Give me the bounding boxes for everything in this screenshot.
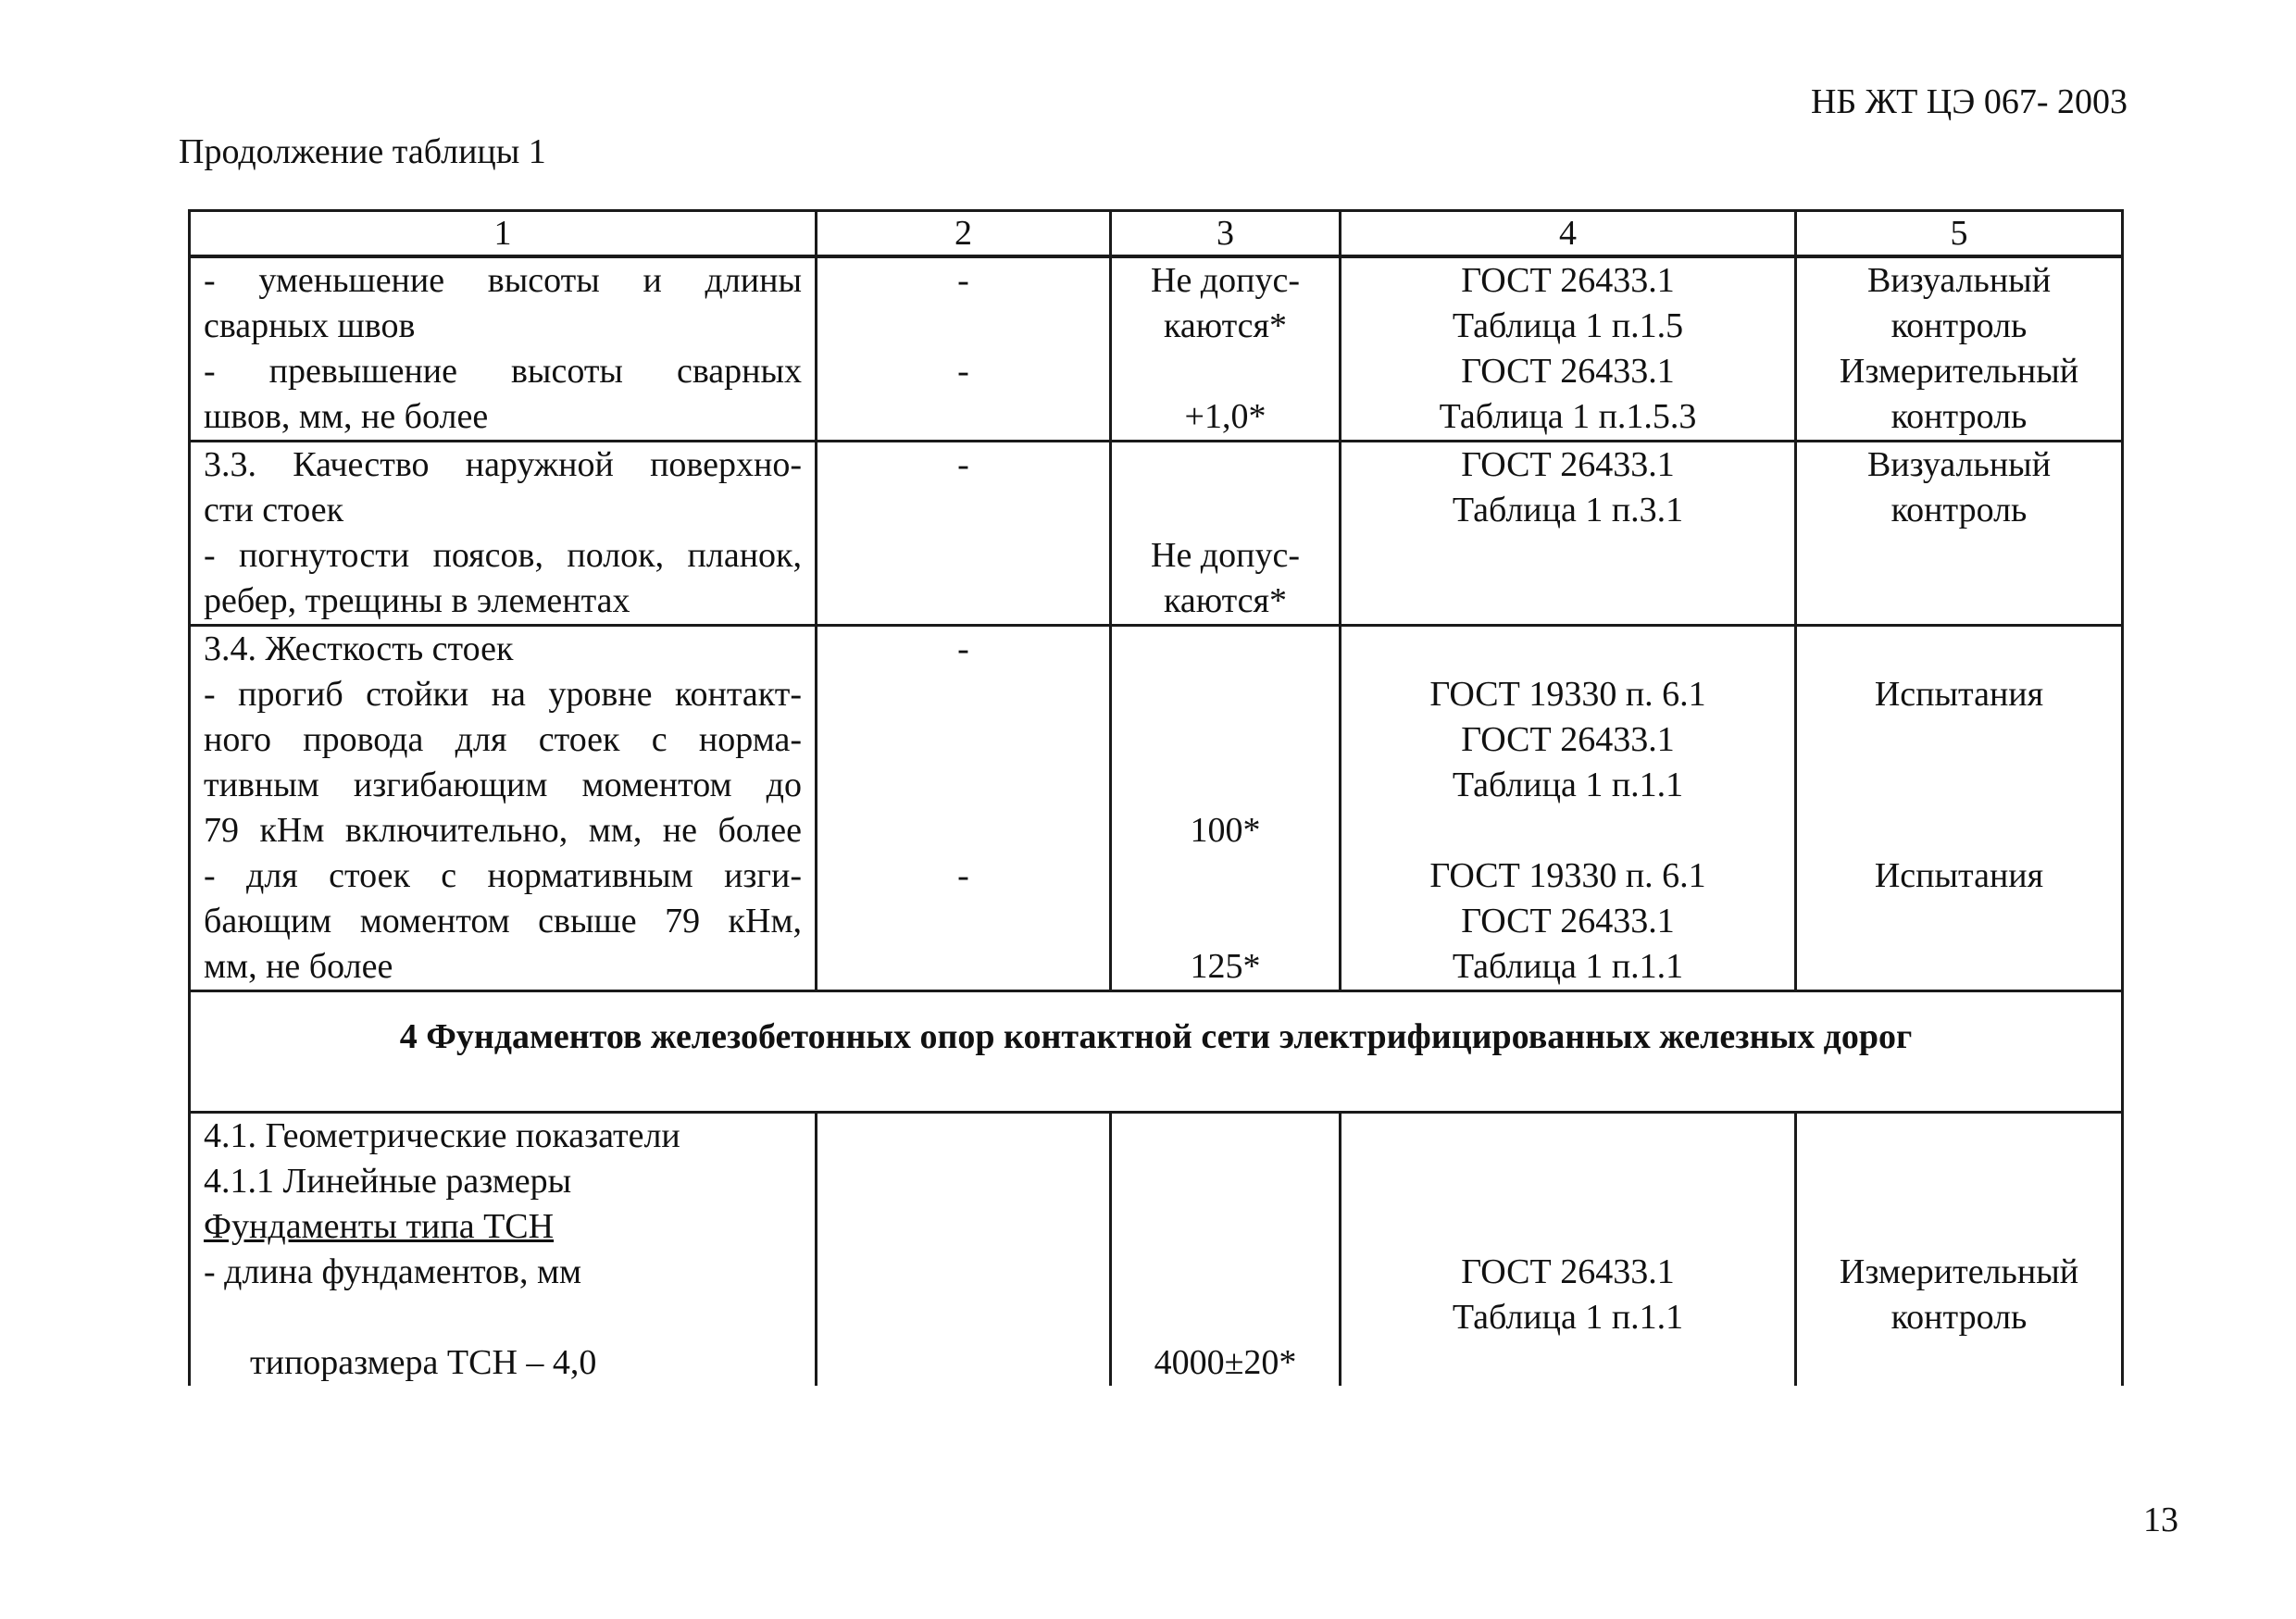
cell-line [830, 763, 1096, 808]
cell-line [1125, 1250, 1326, 1295]
cell-line [830, 1204, 1096, 1250]
cell-line: Визуальный [1866, 445, 2052, 484]
row-description-cell [190, 626, 817, 991]
cell-line [1125, 1204, 1326, 1250]
cell-line [1125, 1159, 1326, 1204]
cell-line: 125* [1190, 947, 1261, 986]
cell-line: +1,0* [1184, 397, 1267, 436]
table-row [190, 626, 2123, 991]
cell-line: - [957, 856, 969, 895]
cell-line [1810, 808, 2108, 853]
cell-line [1125, 763, 1326, 808]
cell-line: Таблица 1 п.1.5 [1452, 306, 1684, 345]
cell-line [830, 717, 1096, 763]
cell-line [830, 1114, 1096, 1159]
cell-line [1125, 717, 1326, 763]
cell-line: - [957, 445, 969, 484]
section-title: 4 Фундаментов железобетонных опор контактной сети электрифицированных железных дорог [190, 991, 2123, 1113]
row-description-cell [190, 442, 817, 626]
cell-line: контроль [1890, 397, 2028, 436]
cell-line: контроль [1890, 491, 2028, 529]
cell-line: - погнутости поясов, полок, планок, [204, 536, 802, 575]
cell-line [1125, 672, 1326, 717]
cell-line: - для стоек с нормативным изги- [204, 856, 802, 895]
cell-line [1810, 627, 2108, 672]
cell-line [1354, 1159, 1781, 1204]
cell-line [1354, 627, 1781, 672]
cell-line: - [957, 261, 969, 300]
cell-line: ГОСТ 26433.1 [1461, 1252, 1675, 1291]
cell-line [830, 394, 1096, 440]
table-row [190, 1113, 2123, 1387]
row-col2-cell [817, 442, 1111, 626]
cell-line [1125, 1295, 1326, 1340]
table-header-row [190, 211, 2123, 257]
cell-line [1125, 1114, 1326, 1159]
cell-line: Не допус- [1151, 261, 1300, 300]
cell-line [830, 1159, 1096, 1204]
cell-line: Таблица 1 п.1.5.3 [1439, 397, 1697, 436]
row-norm-cell [1111, 256, 1341, 442]
cell-line [830, 1295, 1096, 1340]
table-row [190, 442, 2123, 626]
row-description-cell [190, 1113, 817, 1387]
cell-line [830, 808, 1096, 853]
header-cell: 4 [1341, 211, 1796, 257]
cell-line: - [957, 352, 969, 391]
row-method-cell [1796, 442, 2123, 626]
cell-line: 4.1. Геометрические показатели [204, 1116, 680, 1155]
row-col2-cell [817, 1113, 1111, 1387]
row-col2-cell [817, 626, 1111, 991]
cell-line: сти стоек [204, 491, 344, 529]
row-norm-cell [1111, 442, 1341, 626]
cell-line [204, 1295, 802, 1340]
cell-line [1125, 488, 1326, 533]
row-standard-cell [1341, 1113, 1796, 1387]
header-cell: 3 [1111, 211, 1341, 257]
cell-line: ГОСТ 26433.1 [1461, 902, 1675, 940]
subheading-underlined: Фундаменты типа ТСН [204, 1207, 555, 1246]
cell-line [830, 533, 1096, 579]
cell-line [1354, 1114, 1781, 1159]
document-code: НБ ЖТ ЦЭ 067- 2003 [1810, 82, 2128, 121]
cell-line: контроль [1890, 306, 2028, 345]
cell-line: ГОСТ 19330 п. 6.1 [1429, 675, 1706, 714]
row-standard-cell [1341, 442, 1796, 626]
cell-line [1354, 808, 1781, 853]
cell-line: Визуальный [1866, 261, 2052, 300]
cell-line [830, 579, 1096, 624]
cell-line [1354, 1204, 1781, 1250]
cell-line [830, 672, 1096, 717]
cell-line: мм, не более [204, 947, 393, 986]
cell-line [830, 488, 1096, 533]
cell-line: - прогиб стойки на уровне контакт- [204, 675, 802, 714]
cell-line: Испытания [1874, 856, 2044, 895]
cell-line [1810, 717, 2108, 763]
row-method-cell [1796, 256, 2123, 442]
table-row [190, 256, 2123, 442]
cell-line: 4.1.1 Линейные размеры [204, 1162, 572, 1201]
row-norm-cell [1111, 626, 1341, 991]
cell-line [1354, 533, 1781, 579]
cell-line [1125, 349, 1326, 394]
cell-line: типоразмера ТСН – 4,0 [250, 1343, 597, 1382]
cell-line: - превышение высоты сварных [204, 352, 802, 391]
cell-line: Таблица 1 п.3.1 [1452, 491, 1684, 529]
cell-line: тивным изгибающим моментом до [204, 766, 802, 804]
cell-line: ГОСТ 19330 п. 6.1 [1429, 856, 1706, 895]
cell-line: сварных швов [204, 306, 416, 345]
cell-line: Таблица 1 п.1.1 [1452, 947, 1684, 986]
cell-line: ГОСТ 26433.1 [1461, 261, 1675, 300]
cell-line: ГОСТ 26433.1 [1461, 352, 1675, 391]
cell-line [830, 944, 1096, 990]
cell-line: Измерительный [1839, 352, 2079, 391]
cell-line: - уменьшение высоты и длины [204, 261, 802, 300]
cell-line: контроль [1890, 1298, 2028, 1337]
table-caption: Продолжение таблицы 1 [179, 132, 546, 171]
cell-line [1810, 579, 2108, 624]
row-standard-cell [1341, 256, 1796, 442]
cell-line [1810, 1114, 2108, 1159]
header-cell: 5 [1796, 211, 2123, 257]
cell-line: бающим моментом свыше 79 кНм, [204, 902, 802, 940]
cell-line: швов, мм, не более [204, 397, 489, 436]
specification-table [188, 209, 2124, 1386]
header-cell: 1 [190, 211, 817, 257]
cell-line: Измерительный [1839, 1252, 2079, 1291]
cell-line: Таблица 1 п.1.1 [1452, 766, 1684, 804]
section-row [190, 991, 2123, 1113]
cell-line [830, 899, 1096, 944]
cell-line [1810, 944, 2108, 990]
cell-line [1810, 1159, 2108, 1204]
row-standard-cell [1341, 626, 1796, 991]
cell-line [1810, 533, 2108, 579]
cell-line [1810, 899, 2108, 944]
cell-line: 100* [1190, 811, 1261, 850]
cell-line [1125, 899, 1326, 944]
row-description-cell [190, 256, 817, 442]
cell-line: ного провода для стоек с норма- [204, 720, 802, 759]
row-method-cell [1796, 626, 2123, 991]
cell-line: 3.3. Качество наружной поверхно- [204, 445, 802, 484]
row-col2-cell [817, 256, 1111, 442]
cell-line: 4000±20* [1154, 1343, 1297, 1382]
row-method-cell [1796, 1113, 2123, 1387]
cell-line [1125, 853, 1326, 899]
cell-line: Не допус- [1151, 536, 1300, 575]
cell-line: ребер, трещины в элементах [204, 581, 630, 620]
row-norm-cell [1111, 1113, 1341, 1387]
cell-line: 79 кНм включительно, мм, не более [204, 811, 802, 850]
cell-line [1354, 579, 1781, 624]
header-cell: 2 [817, 211, 1111, 257]
cell-line [1125, 627, 1326, 672]
cell-line: каются* [1163, 306, 1288, 345]
cell-line [830, 1250, 1096, 1295]
page-number: 13 [2143, 1501, 2178, 1539]
cell-line [1354, 1340, 1781, 1386]
cell-line: ГОСТ 26433.1 [1461, 720, 1675, 759]
cell-line [1810, 763, 2108, 808]
cell-line [830, 1340, 1096, 1386]
cell-line: ГОСТ 26433.1 [1461, 445, 1675, 484]
cell-line: 3.4. Жесткость стоек [204, 629, 514, 668]
cell-line: каются* [1163, 581, 1288, 620]
cell-line [830, 304, 1096, 349]
cell-line: - [957, 629, 969, 668]
cell-line: - длина фундаментов, мм [204, 1252, 582, 1291]
cell-line [1125, 442, 1326, 488]
cell-line [1810, 1340, 2108, 1386]
cell-line: Таблица 1 п.1.1 [1452, 1298, 1684, 1337]
cell-line: Испытания [1874, 675, 2044, 714]
cell-line [1810, 1204, 2108, 1250]
